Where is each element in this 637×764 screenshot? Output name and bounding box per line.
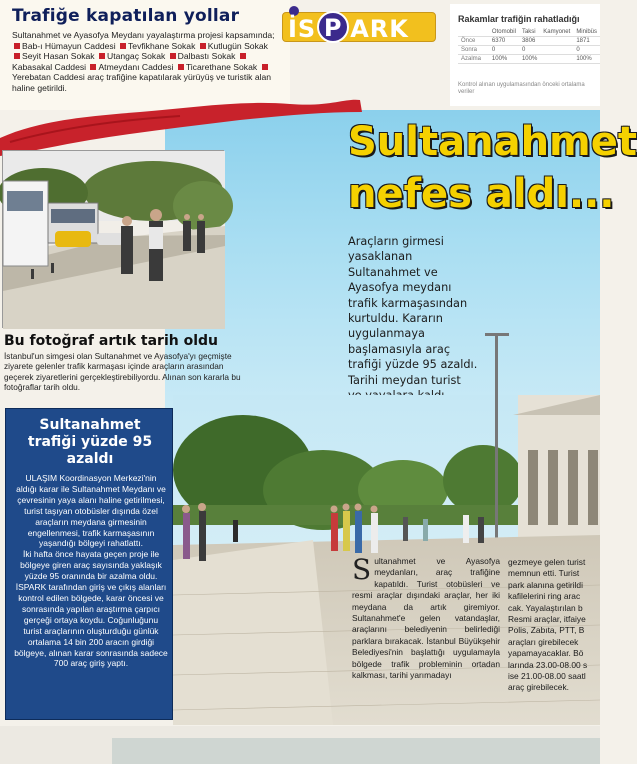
summary-box-text — [14, 473, 168, 669]
intro-text: Araçların girmesi yasaklanan Sultanahmet ve Ayasofya meydanı trafik karmaşasından kurtuldu. Kararın uygulanmaya başlamasıyla araç trafiği yüzde 95 azaldı. Tarihi meydan turist — [348, 235, 478, 387]
body-column-2: gezmeye gelen turist memnun etti. Turist park alanına getirildi kafilelerini ring arac cak. Yayalaştırılan b Resmi araçlar, itfaiye Polis, Zabıta, PTT, B araçları girebilecek yapamayacaklar. Bö larında 23.00-08.00 s ise 21.00-08.00 saatl araç girebilecek. — [508, 557, 588, 693]
old-traffic-photo — [2, 150, 224, 328]
bullet-square-icon — [200, 43, 206, 49]
headline — [348, 116, 637, 220]
photo-caption-title: Bu fotoğraf artık tarih oldu — [4, 333, 218, 349]
street-item: Utangaç Sokak — [107, 51, 166, 62]
bullet-square-icon — [120, 43, 126, 49]
street-item: Tevfikhane Sokak — [128, 40, 196, 51]
headline-line-2: nefes aldı... — [348, 171, 615, 217]
summary-paragraph: ULAŞIM Koordinasyon Merkezi'nin aldığı karar ile Sultanahmet Meydanı ve çevresinin yaya alanı haline getirilmesi, turist taşıyan otobüsler dışında özel araçların meydana girmesinin engellenmesi, trafik karmaşasının yaşandığı bölgeyi rahatlattı. — [16, 473, 166, 549]
bullet-square-icon — [14, 53, 20, 59]
street-item: Ticarethane Sokak — [185, 61, 258, 72]
stats-summary-box — [5, 408, 173, 720]
bullet-square-icon — [90, 64, 96, 70]
stats-title: Rakamlar trafiğin rahatladığı — [458, 14, 580, 24]
bullet-square-icon — [170, 53, 176, 59]
stats-table — [458, 28, 600, 64]
table-row: Önce 6370 3806 1871 — [458, 37, 600, 46]
summary-box-title: Sultanahmet trafiği yüzde 95 azaldı — [27, 417, 153, 467]
stats-note: Kontrol alınan uygulamasından önceki ortalama veriler — [458, 82, 585, 95]
table-row: Otomobil Taksi Kamyonet Minibüs — [458, 28, 600, 37]
bottom-bar — [112, 738, 600, 764]
headline-line-1: Sultanahmet — [348, 119, 637, 165]
bullet-square-icon — [262, 64, 268, 70]
street-item: Seyit Hasan Sokak — [22, 51, 95, 62]
top-article-outro: araç trafiğine kapatılarak yürüyüş ve turistik alan haline getirildi. — [12, 72, 272, 93]
logo-p-circle: P — [317, 11, 349, 43]
table-row: Azalma 100% 100% 100% — [458, 55, 600, 64]
bullet-square-icon — [99, 53, 105, 59]
top-article-title: Trafiğe kapatılan yollar — [12, 6, 240, 26]
drop-cap: S — [352, 553, 372, 586]
street-item: Bab-ı Hümayun Caddesi — [22, 40, 116, 51]
bullet-square-icon — [14, 43, 20, 49]
photo-caption-text: İstanbul'un simgesi olan Sultanahmet ve Ayasofya'yı geçmişte ziyarete gelenler trafik karmaşası içinde araçların arasından geçerek ziyaretlerini gerçekleştirebiliyordu. Alınan son kararla bu fotoğraflar tarih oldu. — [4, 351, 241, 393]
street-item: Atmeydanı Caddesi — [98, 61, 174, 72]
top-article-text — [12, 30, 280, 94]
street-item: Yerebatan Caddesi — [12, 72, 85, 83]
table-row: Sonra 0 0 0 — [458, 46, 600, 55]
top-article-intro: Sultanahmet ve Ayasofya Meydanı yayalaştırma projesi kapsamında; — [12, 30, 275, 40]
stats-panel — [450, 4, 600, 106]
street-item: Kutlugün Sokak — [207, 40, 268, 51]
bullet-square-icon — [178, 64, 184, 70]
ispark-logo: İS P ARK — [282, 6, 436, 46]
street-item: Kabasakal Caddesi — [12, 61, 87, 72]
bullet-square-icon — [240, 53, 246, 59]
body-column-1: Sultanahmet ve Ayasofya meydanları, araç trafiğine kapatıldı. Turist otobüsleri ve resmi araçlar dışındaki araçlar, her iki meydana da artık giremiyor. Sultanahmet'e gelen vatandaşlar, araçlarını belediyenin belirlediği parklara bırakacak. İstanbul Büyükşehir Belediyesi'nin başlattığı uygulamayla bölgede trafik probleminin ortadan kalkması, tarihi yarımadayı — [352, 553, 500, 681]
summary-paragraph: İki hafta önce hayata geçen proje ile bölgeye giren araç sayısında yaklaşık yüzde 95 oranında bir azalma oldu. İSPARK tarafından giriş ve çıkış alanları kontrol edilen bölgede, karar öncesi ve sonrasında yapılan araştırma çarpıcı gerçeği ortaya koydu. Coğunluğunu turist araçlarının oluşturduğu günlük ortalama 14 bin 200 aracın girdiği bölgeye, alınan karar sonrasında sadece 700 araç giriş yaptı. — [14, 549, 168, 669]
street-item: Dalbastı Sokak — [177, 51, 236, 62]
